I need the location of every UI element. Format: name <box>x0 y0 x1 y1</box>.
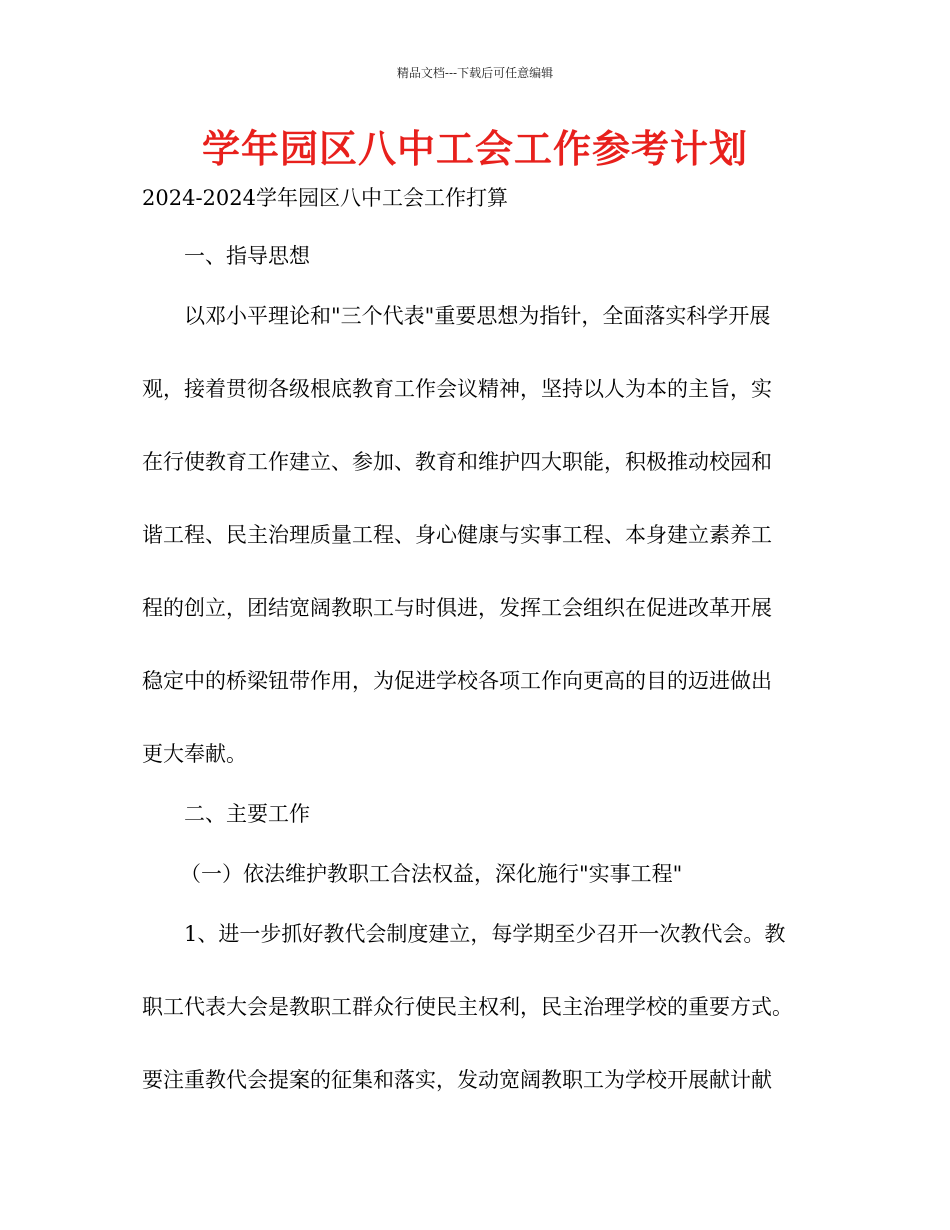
document-subtitle: 2024-2024学年园区八中工会工作打算 <box>142 186 508 210</box>
paragraph-line: 稳定中的桥梁钮带作用，为促进学校各项工作向更高的目的迈进做出 <box>142 669 772 693</box>
document-title: 学年园区八中工会工作参考计划 <box>201 127 748 171</box>
paragraph-line: 观，接着贯彻各级根底教育工作会议精神，坚持以人为本的主旨，实 <box>142 377 772 401</box>
subsection-heading: （一）依法维护教职工合法权益，深化施行"实事工程" <box>180 862 683 886</box>
paragraph-line: 在行使教育工作建立、参加、教育和维护四大职能，积极推动校园和 <box>142 450 772 474</box>
paragraph-line: 谐工程、民主治理质量工程、身心健康与实事工程、本身建立素养工 <box>142 523 772 547</box>
paragraph-line: 1、进一步抓好教代会制度建立，每学期至少召开一次教代会。教 <box>184 922 786 946</box>
paragraph-line: 更大奉献。 <box>142 742 247 766</box>
page-header: 精品文档---下载后可任意编辑 <box>396 66 554 80</box>
section-heading-2: 二、主要工作 <box>184 802 310 826</box>
paragraph-line: 以邓小平理论和"三个代表"重要思想为指针，全面落实科学开展 <box>184 304 771 328</box>
section-heading-1: 一、指导思想 <box>184 244 310 268</box>
paragraph-line: 职工代表大会是教职工群众行使民主权利，民主治理学校的重要方式。 <box>142 995 793 1019</box>
paragraph-line: 要注重教代会提案的征集和落实，发动宽阔教职工为学校开展献计献 <box>142 1068 772 1092</box>
paragraph-line: 程的创立，团结宽阔教职工与时俱进，发挥工会组织在促进改革开展 <box>142 596 772 620</box>
